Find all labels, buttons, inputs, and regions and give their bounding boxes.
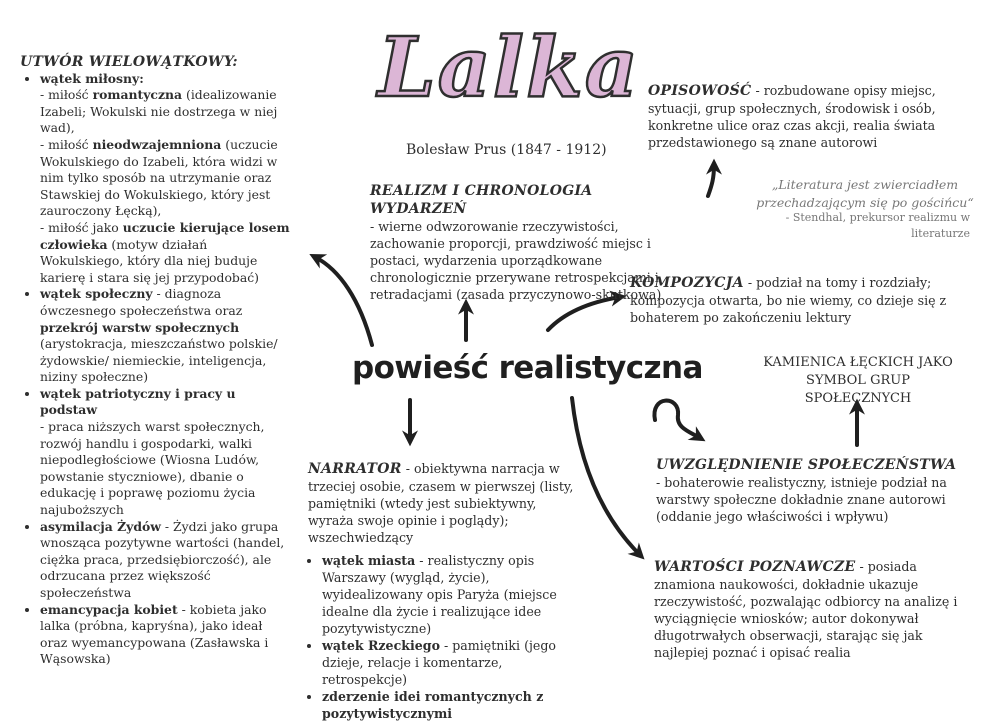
text: - miłość [40, 87, 93, 103]
text: (arystokracja, mieszczaństwo polskie/żydowskie/ niemieckie, inteligencja, niziny społeczne) [40, 336, 278, 385]
narrator-heading: NARRATOR [308, 461, 402, 477]
list-item [40, 286, 292, 386]
text: - diagnoza ówczesnego społeczeństwa oraz [40, 286, 243, 318]
arrow-to-left [315, 257, 372, 345]
list-item [322, 552, 576, 637]
central-concept: powieść realistyczna [352, 350, 703, 386]
opisowosc-text: - rozbudowane opisy miejsc, sytuacji, grup społecznych, środowisk i osób, konkretne ulice oraz czas akcji, realia świata przedstawionego są znane autorowi [648, 83, 936, 150]
kompozycja-section [630, 274, 980, 326]
list-item [322, 688, 576, 722]
narrator-list [308, 552, 576, 722]
uwzglednienie-text: - bohaterowie realistyczny, istnieje podział na warstwy społeczne dokładnie znane autorowi (oddanie jego właściwości i wpływu) [656, 475, 947, 524]
arrow-to-uwzglednienie [654, 401, 700, 438]
thread-title: wątek miłosny: [40, 70, 144, 86]
arrow-to-opisowosc [708, 165, 714, 196]
left-heading: UTWÓR WIELOWĄTKOWY: [20, 54, 238, 70]
wartosci-text: - posiada znamiona naukowości, dokładnie ukazuje rzeczywistość, pozwalając odbiorcy na analizę i wyciągnięcie wniosków; autor dokonywał długotrwałych obserwacji, starając się jak najlepiej poznać i opisać realia [654, 559, 958, 660]
wartosci-section [654, 558, 980, 661]
kompozycja-heading: KOMPOZYCJA [630, 275, 744, 291]
text: - miłość jako [40, 219, 123, 235]
thread-title: wątek miasta [322, 553, 416, 568]
quote-author: - Stendhal, prekursor realizmu w literaturze [785, 211, 970, 240]
quote-text: „Literatura jest zwierciadłem przechadzającym się po gościńcu“ [756, 177, 974, 210]
text: - Żydzi jako grupa wnosząca pozytywne wartości (handel, ciężka praca, przedsiębiorczość), ale odrzucana przez większość społeczeństwa [40, 518, 285, 600]
text: - realistyczny opis Warszawy (wygląd, życie), wyidealizowany opis Paryża (miejsce idealne dla życie i realizujące idee pozytywistyczne) [322, 553, 557, 636]
left-section [20, 54, 292, 668]
threads-list [20, 71, 292, 668]
page-title: Lalka [378, 20, 640, 116]
thread-title: wątek społeczny [40, 286, 153, 302]
text: (idealizowanie Izabeli; Wokulski nie dostrzega w niej wad), [40, 87, 278, 136]
text: uczucie kierujące losem człowieka [40, 219, 290, 252]
list-item [40, 386, 292, 519]
list-item [40, 71, 292, 287]
thread-title: asymilacja Żydów [40, 518, 161, 534]
thread-title: wątek Rzeckiego [322, 638, 440, 653]
uwzglednienie-heading: UWZGLĘDNIENIE SPOŁECZEŃSTWA [656, 457, 957, 473]
author-label: Bolesław Prus (1847 - 1912) [406, 142, 607, 158]
list-item [40, 519, 292, 602]
text: romantyczna [92, 87, 183, 103]
arrow-to-wartosci [572, 398, 640, 555]
narrator-text: - obiektywna narracja w trzeciej osobie, czasem w pierwszej (listy, pamiętniki (wtedy jest subiektywny, wyraża swoje opinie i poglądy); wszechwiedzący [308, 461, 574, 545]
text: - kobieta jako lalka (próbna, kapryśna), jako ideał oraz wyemancypowana (Zasławska i Wąsowska) [40, 601, 269, 667]
text: nieodwzajemniona [92, 136, 222, 152]
realizm-text: - wierne odwzorowanie rzeczywistości, zachowanie proporcji, prawdziwość miejsc i postaci, wydarzenia uporządkowane chronologicznie przerywane retrospekcjami i retradacjami (zasada przyczynowo-skutkowa) [370, 219, 662, 302]
list-item [322, 637, 576, 688]
text: - pamiętniki (jego dzieje, relacje i komentarze, retrospekcje) [322, 638, 556, 687]
thread-title: zderzenie idei romantycznych z pozytywistycznymi [322, 689, 544, 721]
narrator-section [308, 460, 576, 722]
kompozycja-text: - podział na tomy i rozdziały; kompozycja otwarta, bo nie wiemy, co dzieje się z bohaterem po zakończeniu lektury [630, 275, 947, 325]
text: przekrój warstw społecznych [40, 319, 240, 335]
kamienica-label: KAMIENICA ŁĘCKICH JAKO SYMBOL GRUP SPOŁECZNYCH [763, 355, 953, 406]
thread-title: emancypacja kobiet [40, 601, 178, 617]
text: - miłość [40, 136, 93, 152]
opisowosc-heading: OPISOWOŚĆ [648, 83, 752, 99]
wartosci-heading: WARTOŚCI POZNAWCZE [654, 559, 856, 575]
text: (motyw działań Wokulskiego, który dla niej buduje karierę i stara się jej przypodobać) [40, 236, 259, 285]
thread-title: wątek patriotyczny i pracy u podstaw [40, 385, 236, 418]
text: (uczucie Wokulskiego do Izabeli, która widzi w nim tylko sposób na utrzymanie oraz Stawskiej do Wokulskiego, który jest zauroczony Łęcką), [40, 136, 278, 219]
uwzglednienie-section [656, 456, 978, 525]
realizm-heading: REALIZM I CHRONOLOGIA WYDARZEŃ [370, 183, 593, 217]
text: - praca niższych warst społecznych, rozwój handlu i gospodarki, walki niepodległościowe (Wiosna Ludów, powstanie styczniowe), dbanie o edukację i poprawę poziomu życia najuboższych [40, 419, 265, 518]
list-item [40, 602, 292, 668]
opisowosc-section [648, 82, 980, 151]
